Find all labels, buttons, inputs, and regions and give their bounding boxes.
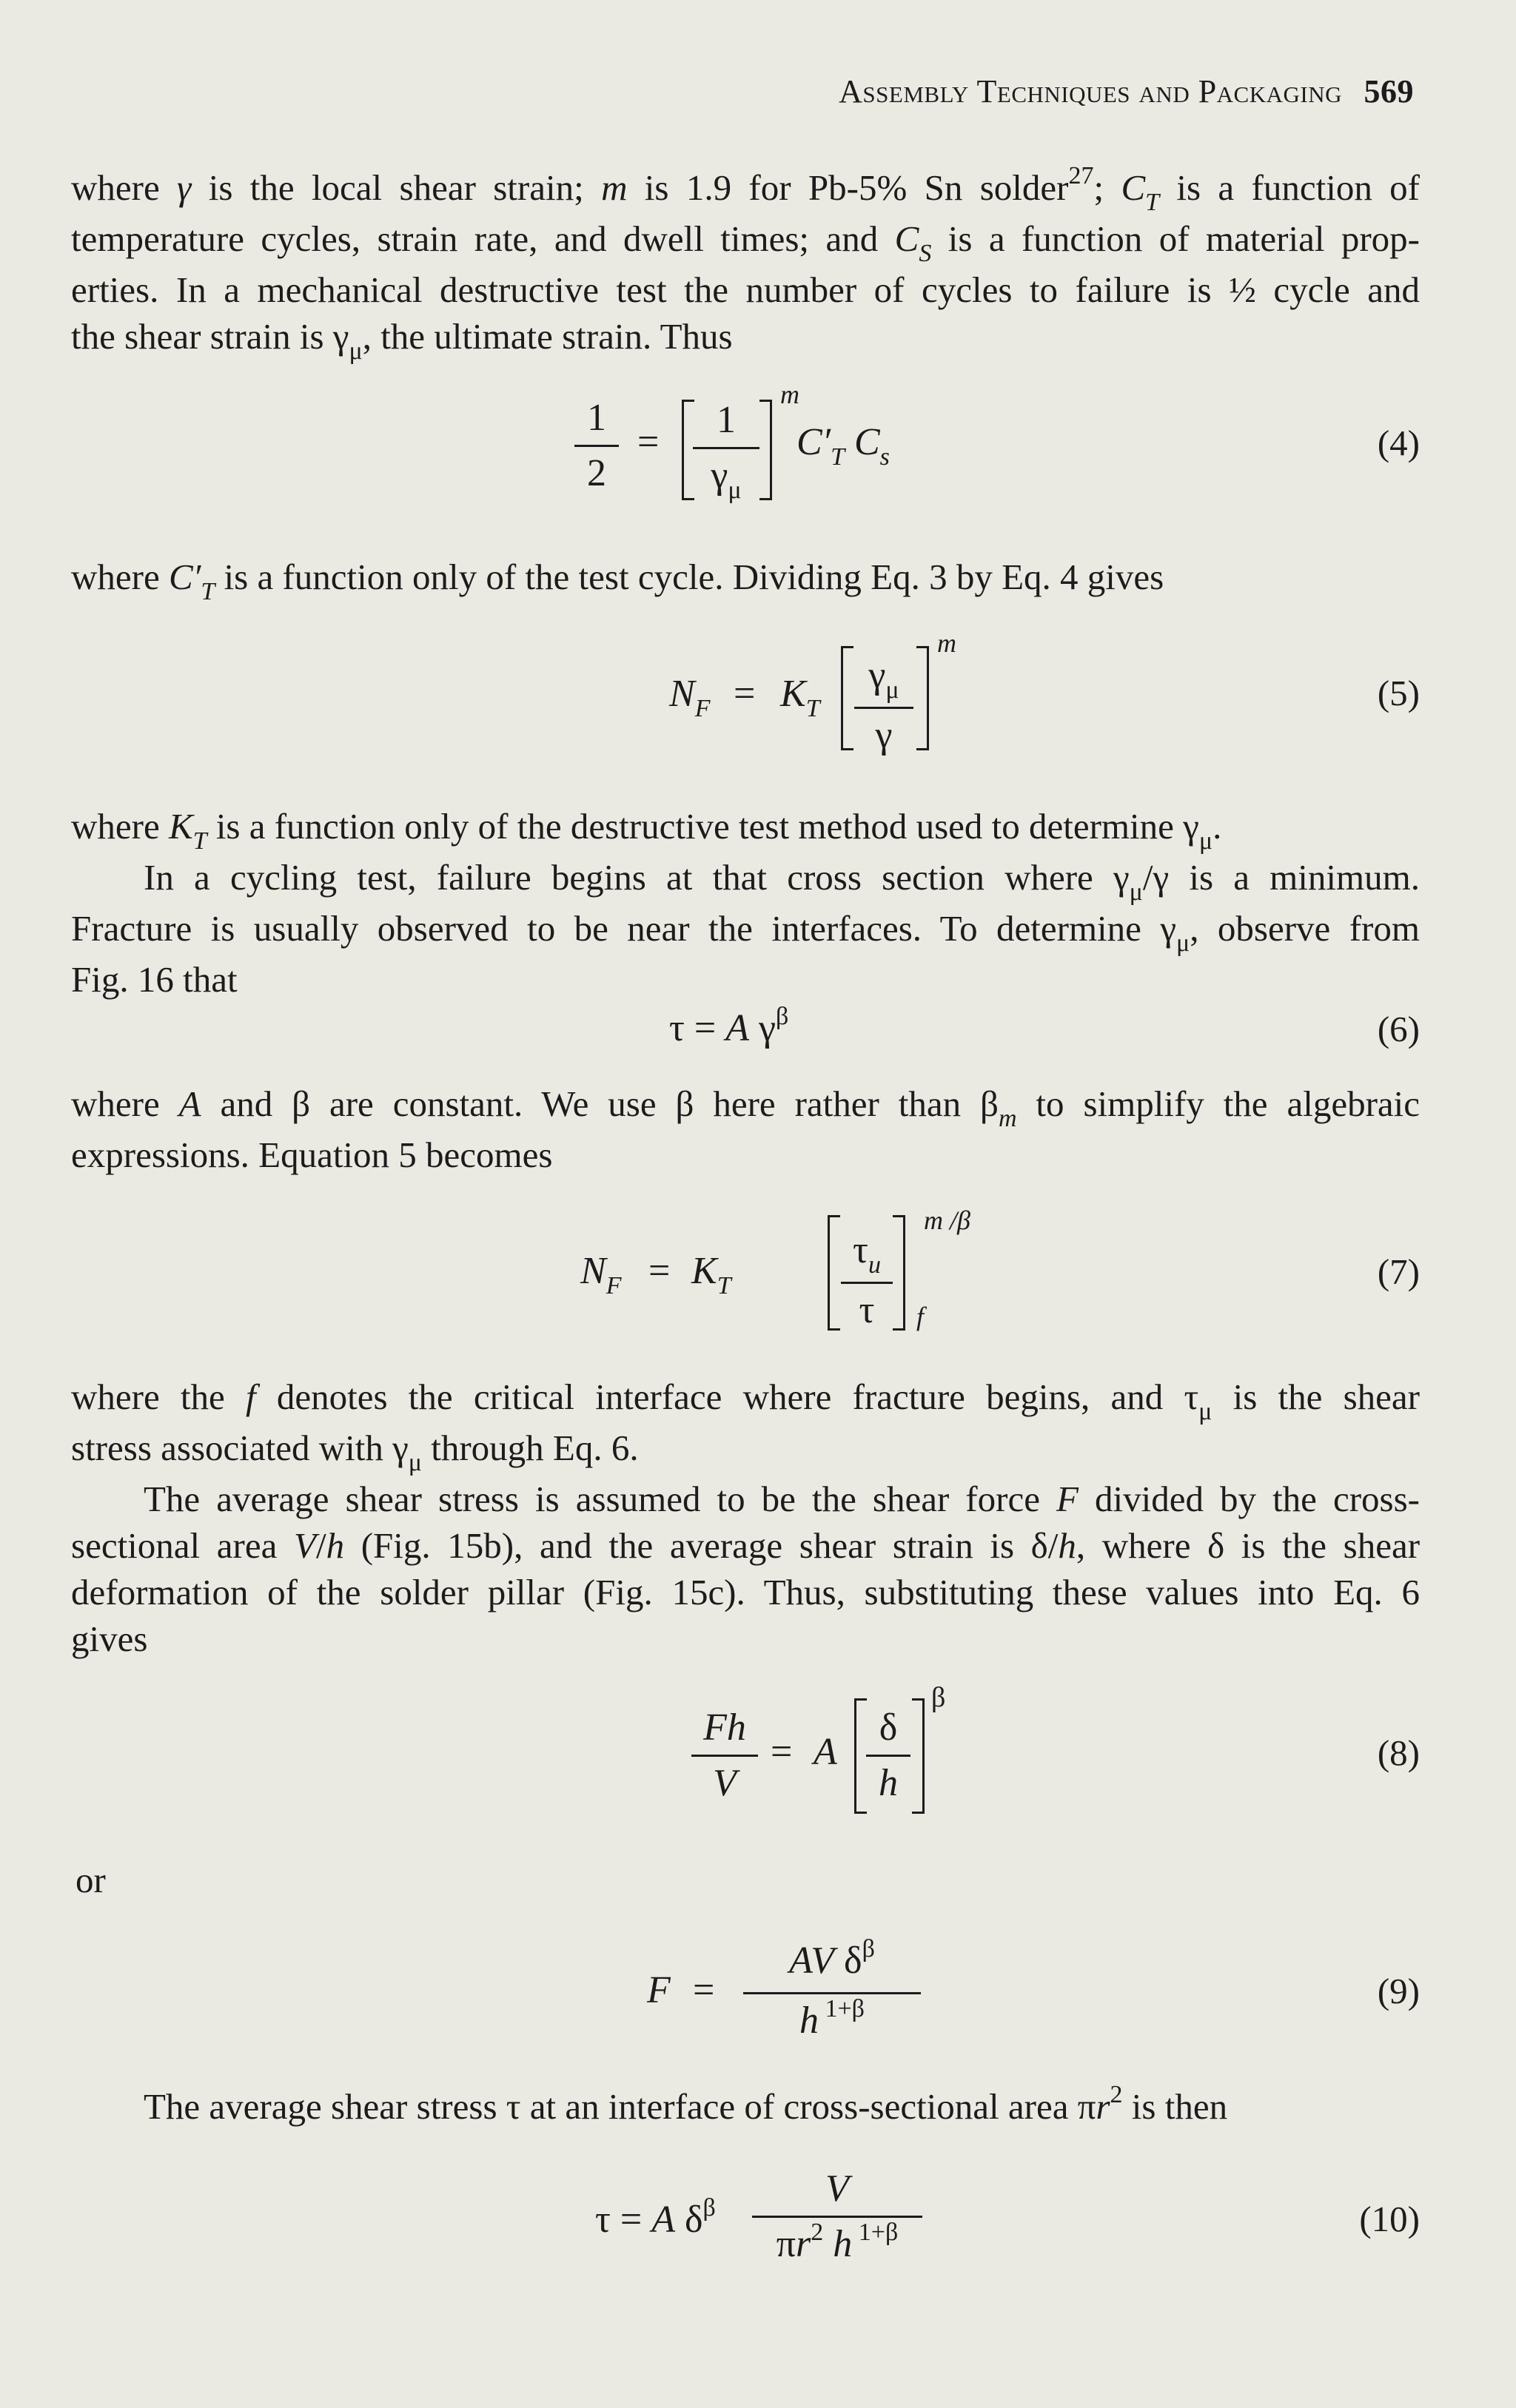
- equation-6: [71, 1003, 1420, 1049]
- eq8-coefficient: A: [814, 1731, 837, 1773]
- paragraph-2: [71, 554, 1420, 605]
- paragraph-line: Fracture is usually observed to be near the interfaces. To determine $\gamma_\mu$, observe from: [71, 908, 1420, 957]
- eq7-subscript: f: [916, 1302, 925, 1331]
- left-bracket: [854, 1698, 867, 1814]
- right-bracket: [893, 1215, 905, 1331]
- left-bracket: [828, 1215, 840, 1331]
- eq7-fraction: $\tau_u$ τ: [841, 1228, 893, 1333]
- eq5-fraction: $\gamma_\mu$ γ: [854, 653, 913, 758]
- equation-number: (5): [1377, 673, 1420, 713]
- equation-number: (8): [1377, 1732, 1420, 1773]
- paragraph-line: expressions. Equation 5 becomes: [71, 1134, 553, 1175]
- equation-number: (4): [1377, 423, 1420, 463]
- equation-4: [71, 380, 1420, 504]
- eq10-fraction: V $\pi r^2$ h $^{1+\beta}$: [752, 2167, 922, 2271]
- paragraph-line: erties. In a mechanical destructive test the number of cycles to failure is ½ cycle and: [71, 269, 1420, 310]
- paragraph-line: the shear strain is $\gamma_\mu$, the ultimate strain. Thus: [71, 316, 733, 365]
- right-bracket: [912, 1698, 925, 1814]
- paragraph-line: Fig. 16 that: [71, 959, 238, 1000]
- eq4-equals: =: [637, 421, 660, 463]
- eq4-inner-fraction: 1 $\gamma_\mu$: [693, 398, 759, 502]
- paragraph-line: gives: [71, 1618, 148, 1659]
- eq8-lhs-fraction: Fh V: [691, 1706, 758, 1806]
- equation-7: [71, 1199, 1420, 1331]
- eq5-coefficient: $K_T$: [780, 673, 820, 722]
- eq8-fraction: δ h: [866, 1706, 910, 1806]
- eq8-exponent: β: [931, 1682, 946, 1713]
- paragraph-line: deformation of the solder pillar (Fig. 15c). Thus, substituting these values into Eq. 6: [71, 1572, 1420, 1612]
- or-connector: or: [76, 1860, 106, 1900]
- equation-5: [71, 628, 1420, 756]
- equation-number: (6): [1377, 1009, 1420, 1049]
- eq4-lhs-fraction: 1 2: [574, 396, 619, 496]
- eq8-equals: =: [771, 1731, 793, 1773]
- paragraph-line: where $K_T$ is a function only of the destructive test method used to determine $\gamma_\mu$.: [71, 806, 1222, 855]
- equation-number: (10): [1359, 2199, 1420, 2239]
- eq4-rhs: $C'_T$ $C_s$: [796, 421, 890, 471]
- eq4-exponent: m: [780, 380, 799, 409]
- right-bracket: [916, 646, 929, 750]
- page-number: 569: [1364, 73, 1414, 110]
- paragraph-3: [71, 803, 1420, 1003]
- equation-10: [71, 2159, 1420, 2265]
- right-bracket: [759, 400, 772, 500]
- equation-number: (9): [1377, 1971, 1420, 2011]
- equation-9: [71, 1931, 1420, 2042]
- eq7-equals: =: [648, 1250, 671, 1292]
- paragraph-6: [71, 2083, 1420, 2134]
- paragraph-line: sectional area V/h (Fig. 15b), and the average shear strain is δ/h, where δ is the shear: [71, 1525, 1421, 1566]
- paragraph-5: [71, 1373, 1420, 1662]
- eq10-lhs: τ = A $\delta^\beta$: [595, 2194, 716, 2241]
- paragraph-line: stress associated with $\gamma_\mu$ through Eq. 6.: [71, 1427, 639, 1476]
- running-header: [839, 73, 1414, 110]
- eq6-body: τ = A $\gamma^\beta$: [669, 1003, 789, 1049]
- eq9-lhs: F: [647, 1969, 671, 2011]
- paragraph-line: where A and β are constant. We use β here rather than $\beta_m$ to simplify the algebraic: [71, 1083, 1421, 1132]
- paragraph-line: The average shear stress τ at an interface of cross-sectional area $\pi r^2$ is then: [144, 2081, 1228, 2127]
- paragraph-line: The average shear stress is assumed to be the shear force F divided by the cross-: [144, 1479, 1421, 1519]
- eq7-coefficient: $K_T$: [691, 1250, 731, 1299]
- eq7-exponent: m /β: [924, 1205, 970, 1235]
- paragraph-line: where $C'_T$ is a function only of the test cycle. Dividing Eq. 3 by Eq. 4 gives: [71, 556, 1164, 605]
- paragraph-line: temperature cycles, strain rate, and dwell times; and $C_S$ is a function of material prop-: [71, 218, 1420, 267]
- left-bracket: [841, 646, 853, 750]
- eq9-equals: =: [693, 1969, 715, 2011]
- paragraph-line: where the f denotes the critical interface where fracture begins, and $\tau_\mu$ is the shear: [71, 1376, 1420, 1425]
- equation-8: [71, 1682, 1420, 1804]
- paragraph-line: where γ is the local shear strain; m is 1.9 for Pb-5% Sn solder$^{27}$; $C_T$ is a function of: [71, 162, 1420, 216]
- eq9-fraction: AV $\delta^\beta$ h $^{1+\beta}$: [743, 1939, 921, 2048]
- equation-number: (7): [1377, 1251, 1420, 1292]
- header-title: Assembly Techniques and Packaging: [839, 73, 1342, 110]
- paragraph-4: [71, 1080, 1420, 1178]
- paragraph-line: In a cycling test, failure begins at that cross section where $\gamma_\mu/\gamma$ is a minimum.: [144, 857, 1420, 906]
- eq5-equals: =: [734, 673, 756, 715]
- eq7-lhs: $N_F$: [580, 1250, 622, 1299]
- eq5-lhs: $N_F$: [669, 673, 711, 722]
- paragraph-1: [71, 164, 1420, 364]
- eq5-exponent: m: [937, 628, 956, 658]
